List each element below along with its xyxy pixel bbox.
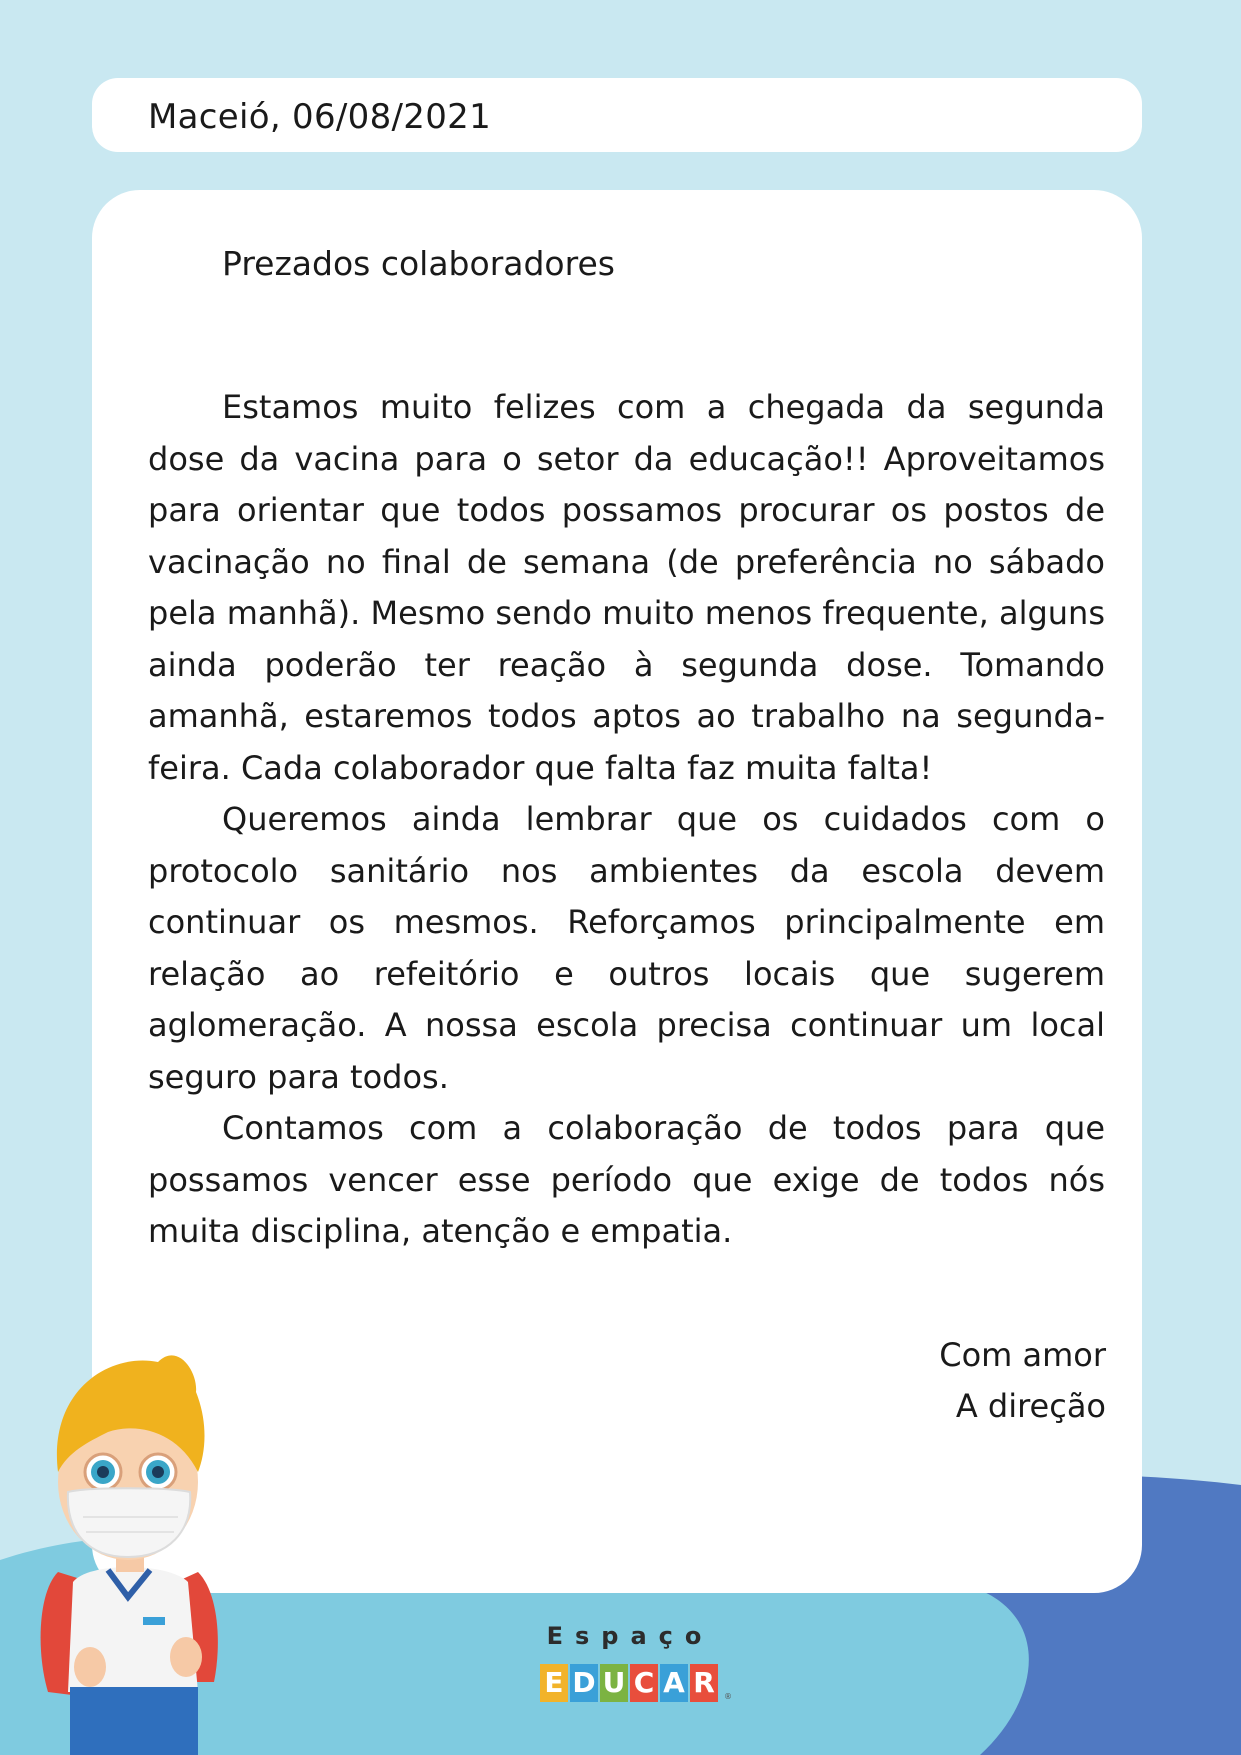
paragraph: Contamos com a colaboração de todos para que possamos vencer esse período que exige de todos nós muita disciplina, atenção e empatia. — [148, 1109, 1105, 1250]
logo-letter: E — [540, 1664, 568, 1702]
logo-letter: U — [600, 1664, 628, 1702]
letter-body — [148, 382, 1105, 1258]
logo-letter: C — [630, 1664, 658, 1702]
logo-letter: A — [660, 1664, 688, 1702]
date-card — [92, 78, 1142, 152]
letter-card — [92, 190, 1142, 1593]
paragraph: Queremos ainda lembrar que os cuidados com o protocolo sanitário nos ambientes da escola devem continuar os mesmos. Reforçamos principalmente em relação ao refeitório e outros locais que sugerem aglomeração. A nossa escola precisa continuar um local seguro para todos. — [148, 800, 1105, 1096]
logo-letter-blocks — [540, 1664, 720, 1702]
logo-top-word: Espaço — [546, 1622, 714, 1650]
mascot-illustration — [28, 1352, 228, 1755]
date-line: Maceió, 06/08/2021 — [148, 97, 492, 137]
signature-block — [939, 1330, 1106, 1432]
logo-letter: D — [570, 1664, 598, 1702]
espaco-educar-logo — [540, 1622, 740, 1732]
paragraph: Estamos muito felizes com a chegada da segunda dose da vacina para o setor da educação!! Aproveitamos para orientar que todos possamos procurar os postos de vacinação no final de semana (de preferência no sábado pela manhã). Mesmo sendo muito menos frequente, alguns ainda poderão ter reação à segunda dose. Tomando amanhã, estaremos todos aptos ao trabalho na segunda-feira. Cada colaborador que falta faz muita falta! — [148, 388, 1105, 787]
registered-mark-icon: ® — [724, 1692, 732, 1701]
signature: A direção — [955, 1387, 1106, 1425]
salutation: Prezados colaboradores — [222, 244, 615, 283]
logo-letter: R — [690, 1664, 718, 1702]
closing: Com amor — [939, 1336, 1106, 1374]
